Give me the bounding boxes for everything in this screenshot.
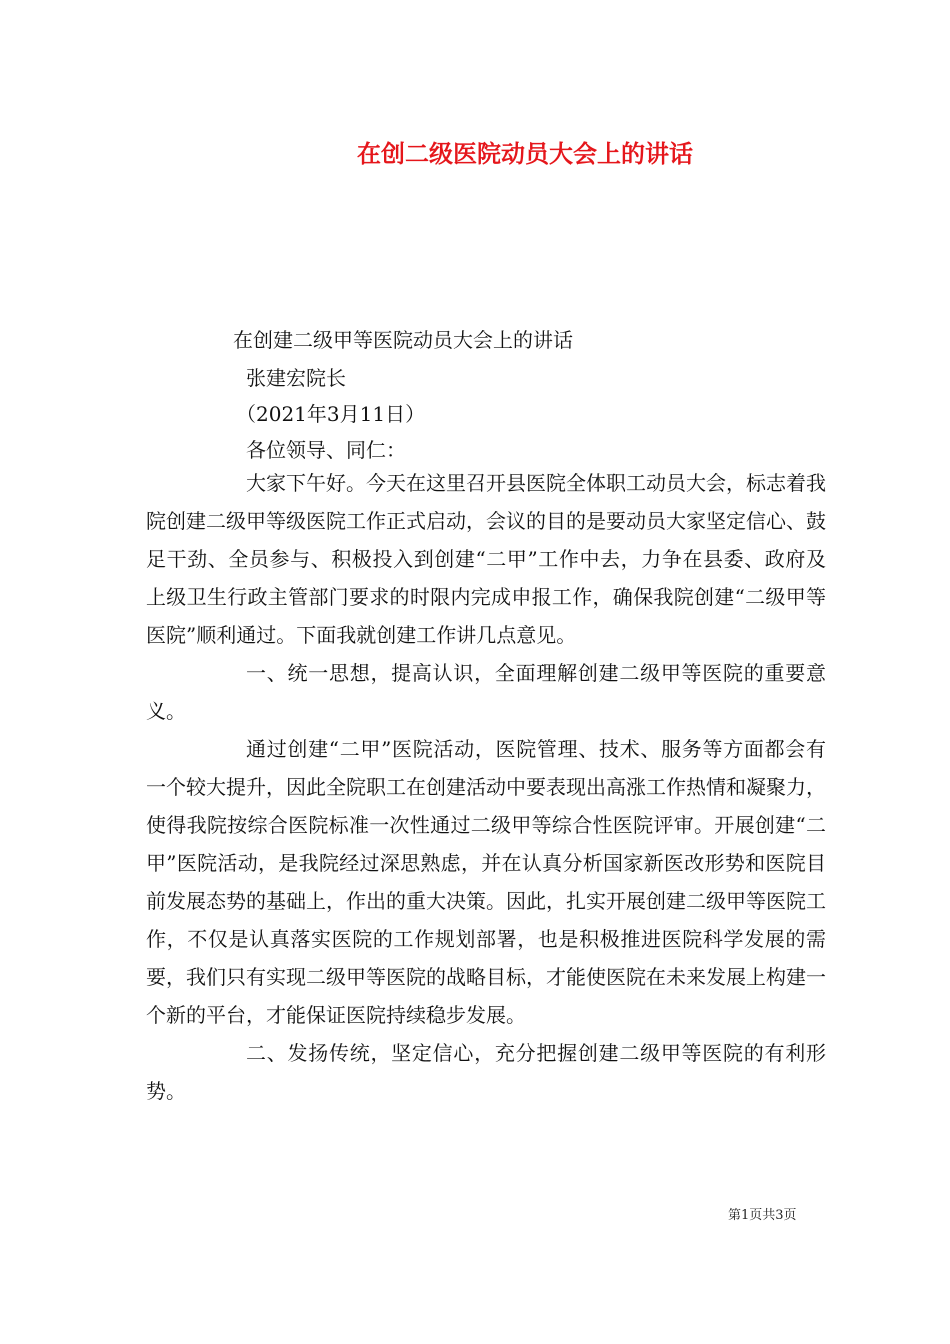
document-title: 在创二级医院动员大会上的讲话 — [357, 140, 693, 168]
paragraph-section-1: 通过创建“二甲”医院活动，医院管理、技术、服务等方面都会有一个较大提升，因此全院职工在创建活动中要表现出高涨工作热情和凝聚力，使得我院按综合医院标准一次性通过二级甲等综合性医院评审。开展创建“二甲”医院活动，是我院经过深思熟虑，并在认真分析国家新医改形势和医院目前发展态势的基础上，作出的重大决策。因此，扎实开展创建二级甲等医院工作，不仅是认真落实医院的工作规划部署，也是积极推进医院科学发展的需要，我们只有实现二级甲等医院的战略目标，才能使医院在未来发展上构建一个新的平台，才能保证医院持续稳步发展。 — [146, 737, 826, 1027]
speaker-name: 张建宏院长 — [246, 366, 346, 390]
paragraph-heading-2: 二、发扬传统，坚定信心，充分把握创建二级甲等医院的有利形势。 — [146, 1041, 826, 1103]
page-footer: 第1页共3页 — [728, 1208, 797, 1223]
speech-body — [146, 464, 826, 1110]
salutation: 各位领导、同仁： — [246, 438, 406, 462]
paragraph-heading-1: 一、统一思想，提高认识，全面理解创建二级甲等医院的重要意义。 — [146, 661, 826, 723]
speech-subtitle: 在创建二级甲等医院动员大会上的讲话 — [233, 328, 573, 352]
speech-date: （2021年3月11日） — [236, 402, 426, 426]
paragraph-opening: 大家下午好。今天在这里召开县医院全体职工动员大会，标志着我院创建二级甲等级医院工作正式启动，会议的目的是要动员大家坚定信心、鼓足干劲、全员参与、积极投入到创建“二甲”工作中去，力争在县委、政府及上级卫生行政主管部门要求的时限内完成申报工作，确保我院创建“二级甲等医院”顺利通过。下面我就创建工作讲几点意见。 — [146, 471, 826, 647]
